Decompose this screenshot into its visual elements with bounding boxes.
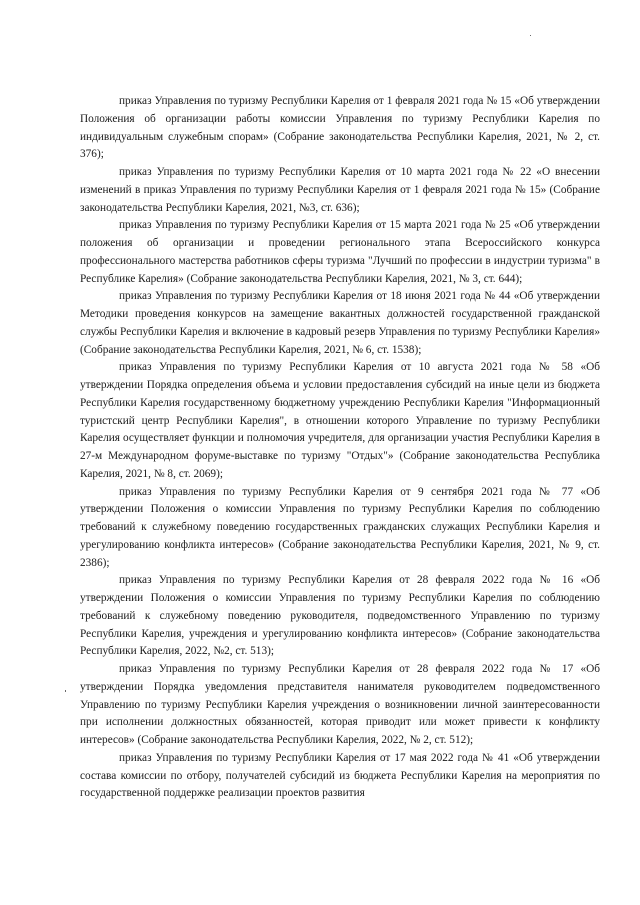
scan-speck [65, 690, 66, 692]
order-paragraph: приказ Управления по туризму Республики Карелия от 18 июня 2021 года № 44 «Об утверждении Методики проведения конкурсов на замещение вакантных должностей государственной гражданской службы Республики Карелия и включение в кадровый резерв Управления по туризму Республики Карелия» (Собрание законодательства Республики Карелия, 2021, № 6, ст. 1538); [80, 290, 600, 356]
order-paragraph: приказ Управления по туризму Республики Карелия от 9 сентября 2021 года № 77 «Об утверждении Положения о комиссии Управления по туризму Республики Карелия по соблюдению требований к служебному поведению государственных гражданских служащих Республики Карелия и урегулированию конфликта интересов» (Собрание законодательства Республики Карелия, 2021, № 9, ст. 2386); [80, 485, 600, 569]
order-paragraph: приказ Управления по туризму Республики Карелия от 28 февраля 2022 года № 17 «Об утверждении Порядка уведомления представителя нанимателя руководителем подведомственного Управлению по туризму Республики Карелия учреждения о возникновении личной заинтересованности при исполнении должностных обязанностей, которая приводит или может привести к конфликту интересов» (Собрание законодательства Республики Карелия, 2022, № 2, ст. 512); [80, 663, 600, 746]
order-paragraph: приказ Управления по туризму Республики Карелия от 28 февраля 2022 года № 16 «Об утверждении Положения о комиссии Управления по туризму Республики Карелия по соблюдению требований к служебному поведению руководителя, подведомственного Управлению по туризму Республики Карелия, учреждения и урегулированию конфликта интересов» (Собрание законодательства Республики Карелия, 2022, №2, ст. 513); [80, 574, 600, 658]
order-paragraph: приказ Управления по туризму Республики Карелия от 10 августа 2021 года № 58 «Об утверждении Порядка определения объема и условии предоставления субсидий на иные цели из бюджета Республики Карелия государственному бюджетному учреждению Республики Карелия "Информационный туристский центр Республики Карелия", в отношении которого Управление по туризму Республики Карелия осуществляет функции и полномочия учредителя, для организации участия Республики Карелия в 27-м Международном форуме-выставке по туризму "Отдых"» (Собрание законодательства Республика Карелия, 2021, № 8, ст. 2069); [80, 361, 600, 480]
order-paragraph: приказ Управления по туризму Республики Карелия от 10 марта 2021 года № 22 «О внесении изменений в приказ Управления по туризму Республики Карелия от 1 февраля 2021 года № 15» (Собрание законодательства Республики Карелия, 2021, №3, ст. 636); [80, 166, 600, 214]
document-body [80, 93, 600, 803]
order-paragraph: приказ Управления по туризму Республики Карелия от 17 мая 2022 года № 41 «Об утверждении состава комиссии по отбору, получателей субсидий из бюджета Республики Карелия на мероприятия по государственной поддержке реализации проектов развития [80, 751, 600, 800]
scan-speck [530, 35, 531, 36]
order-paragraph: приказ Управления по туризму Республики Карелия от 1 февраля 2021 года № 15 «Об утверждении Положения об организации работы комиссии Управления по туризму Республики Карелия по индивидуальным служебным спорам» (Собрание законодательства Республики Карелия, 2021, № 2, ст. 376); [80, 95, 600, 161]
order-paragraph: приказ Управления по туризму Республики Карелия от 15 марта 2021 года № 25 «Об утверждении положения об организации и проведении регионального этапа Всероссийского конкурса профессионального мастерства работников сферы туризма "Лучший по профессии в индустрии туризма" в Республике Карелия» (Собрание законодательства Республики Карелия, 2021, № 3, ст. 644); [80, 219, 600, 285]
